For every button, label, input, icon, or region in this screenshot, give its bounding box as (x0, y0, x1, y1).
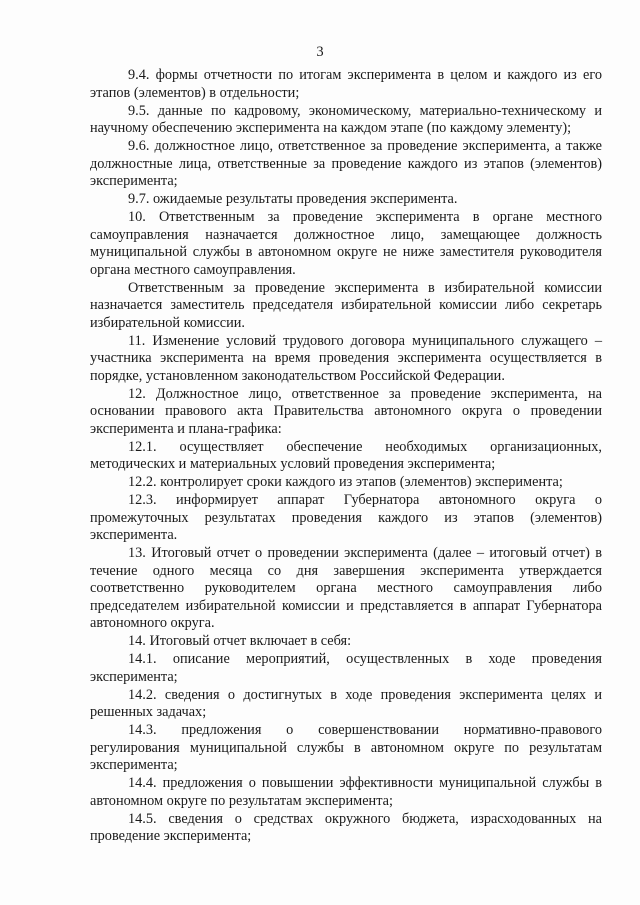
page-number: 3 (316, 44, 324, 60)
paragraph-10-commission: Ответственным за проведение эксперимента в избирательной комиссии назначается заместитель председателя избирательной комиссии либо секретарь избирательной комиссии. (90, 279, 602, 331)
paragraph-9-7: 9.7. ожидаемые результаты проведения эксперимента. (128, 191, 458, 207)
paragraph-14-5: 14.5. сведения о средствах окружного бюджета, израсходованных на проведение эксперимента; (90, 810, 602, 844)
paragraph-9-4: 9.4. формы отчетности по итогам эксперимента в целом и каждого из его этапов (элементов) в отдельности; (90, 67, 602, 101)
paragraph-14-1: 14.1. описание мероприятий, осуществленных в ходе проведения эксперимента; (90, 651, 602, 685)
paragraph-12-2: 12.2. контролирует сроки каждого из этапов (элементов) эксперимента; (128, 474, 563, 490)
paragraph-10: 10. Ответственным за проведение эксперимента в органе местного самоуправления назначается должностное лицо, замещающее должность муниципальной службы в автономном округе не ниже заместителя руководителя органа местного самоуправления. (90, 209, 602, 278)
paragraph-14-2: 14.2. сведения о достигнутых в ходе проведения эксперимента целях и решенных задачах; (90, 686, 602, 720)
paragraph-14: 14. Итоговый отчет включает в себя: (128, 633, 352, 649)
paragraph-9-5: 9.5. данные по кадровому, экономическому, материально-техническому и научному обеспечению эксперимента на каждом этапе (по каждому элементу); (90, 102, 602, 136)
paragraph-12-3: 12.3. информирует аппарат Губернатора автономного округа о промежуточных результатах проведения каждого из этапов (элементов) эксперимента. (90, 492, 602, 543)
paragraph-11: 11. Изменение условий трудового договора муниципального служащего – участника эксперимента на время проведения эксперимента осуществляется в порядке, установленном законодательством Российской Федерации. (90, 332, 602, 384)
paragraph-12: 12. Должностное лицо, ответственное за проведение эксперимента, на основании правового акта Правительства автономного округа о проведении эксперимента и плана-графика: (90, 385, 602, 437)
paragraph-13: 13. Итоговый отчет о проведении эксперимента (далее – итоговый отчет) в течение одного месяца со дня завершения эксперимента утверждается соответственно руководителем органа местного самоуправления либо председателем избирательной комиссии и представляется в аппарат Губернатора автономного округа. (90, 545, 602, 631)
paragraph-9-6: 9.6. должностное лицо, ответственное за проведение эксперимента, а также должностные лица, ответственные за проведение каждого из этапов (элементов) эксперимента; (90, 138, 602, 189)
paragraph-14-4: 14.4. предложения о повышении эффективности муниципальной службы в автономном округе по результатам эксперимента; (90, 775, 602, 809)
paragraph-14-3: 14.3. предложения о совершенствовании нормативно-правового регулирования муниципальной службы в автономном округе по результатам эксперимента; (90, 722, 602, 773)
document-body (90, 67, 602, 846)
paragraph-12-1: 12.1. осуществляет обеспечение необходимых организационных, методических и материальных условий проведения эксперимента; (90, 438, 602, 472)
